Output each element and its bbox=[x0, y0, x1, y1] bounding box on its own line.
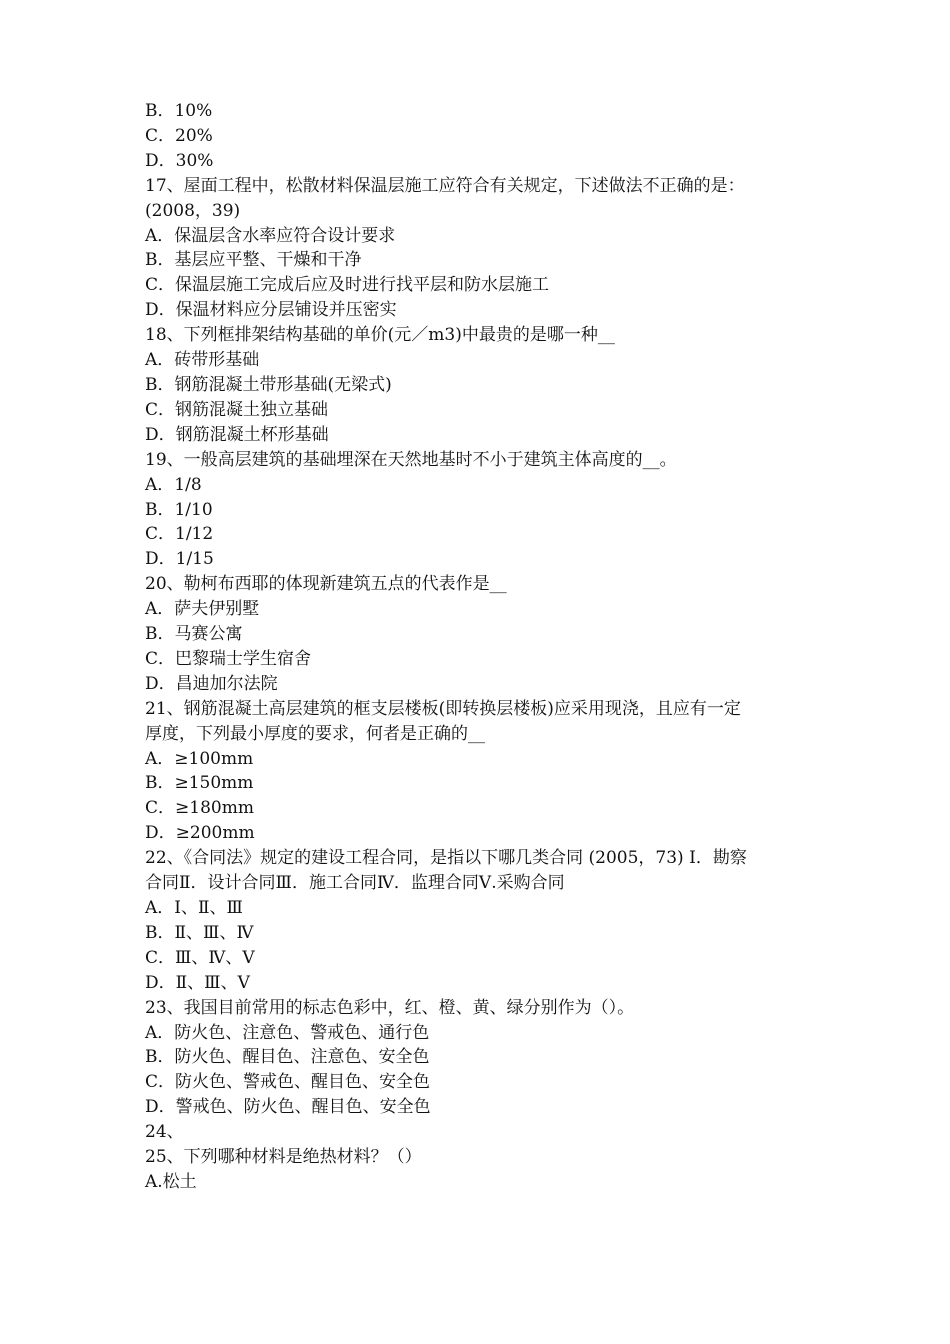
question-20-option-c: C．巴黎瑞士学生宿舍 bbox=[145, 648, 312, 669]
question-23-option-c: C．防火色、警戒色、醒目色、安全色 bbox=[145, 1072, 431, 1093]
question-19-option-c: C．1/12 bbox=[145, 524, 214, 545]
question-19-option-b: B．1/10 bbox=[145, 499, 213, 520]
question-23: 23、我国目前常用的标志色彩中，红、橙、黄、绿分别作为（）。 bbox=[145, 997, 635, 1018]
option-c-20: C．20% bbox=[145, 125, 213, 146]
question-18-option-a: A．砖带形基础 bbox=[145, 350, 260, 371]
question-22-option-d: D．Ⅱ、Ⅲ、Ⅴ bbox=[145, 972, 250, 993]
question-18-option-c: C．钢筋混凝土独立基础 bbox=[145, 399, 329, 420]
question-17-option-c: C．保温层施工完成后应及时进行找平层和防水层施工 bbox=[145, 275, 550, 296]
question-21-option-d: D．≥200mm bbox=[145, 823, 255, 844]
question-24: 24、 bbox=[145, 1122, 184, 1143]
option-b-10: B．10% bbox=[145, 101, 213, 121]
question-25-option-a: A.松土 bbox=[145, 1171, 197, 1192]
question-22-line-1: 22、《合同法》规定的建设工程合同，是指以下哪几类合同 (2005，73) Ⅰ．勘察 bbox=[145, 848, 747, 869]
question-20: 20、勒柯布西耶的体现新建筑五点的代表作是__ bbox=[145, 574, 507, 595]
question-25: 25、下列哪种材料是绝热材料？（） bbox=[145, 1147, 422, 1168]
question-17-option-d: D．保温材料应分层铺设并压密实 bbox=[145, 300, 397, 321]
question-22-option-a: A．Ⅰ、Ⅱ、Ⅲ bbox=[145, 898, 243, 918]
question-22-line-2: 合同Ⅱ．设计合同Ⅲ．施工合同Ⅳ．监理合同Ⅴ.采购合同 bbox=[145, 873, 565, 894]
question-21-line-1: 21、钢筋混凝土高层建筑的框支层楼板(即转换层楼板)应采用现浇，且应有一定 bbox=[145, 698, 741, 719]
question-18-option-d: D．钢筋混凝土杯形基础 bbox=[145, 424, 329, 445]
question-22-option-c: C．Ⅲ、Ⅳ、Ⅴ bbox=[145, 947, 255, 968]
question-19-option-d: D．1/15 bbox=[145, 549, 214, 570]
question-23-option-b: B．防火色、醒目色、注意色、安全色 bbox=[145, 1047, 430, 1068]
question-17-line-2: (2008，39) bbox=[145, 200, 241, 221]
question-21-option-a: A．≥100mm bbox=[145, 748, 254, 769]
question-22-option-b: B．Ⅱ、Ⅲ、Ⅳ bbox=[145, 922, 254, 943]
question-19: 19、一般高层建筑的基础埋深在天然地基时不小于建筑主体高度的__。 bbox=[145, 449, 677, 470]
document-page bbox=[145, 99, 815, 1195]
question-20-option-d: D．昌迪加尔法院 bbox=[145, 673, 278, 694]
option-d-30: D．30% bbox=[145, 150, 214, 171]
question-21-option-b: B．≥150mm bbox=[145, 773, 254, 794]
question-23-option-d: D．警戒色、防火色、醒目色、安全色 bbox=[145, 1097, 431, 1118]
question-17-line-1: 17、屋面工程中，松散材料保温层施工应符合有关规定，下述做法不正确的是： bbox=[145, 175, 745, 196]
question-23-option-a: A．防火色、注意色、警戒色、通行色 bbox=[145, 1022, 430, 1043]
question-21-line-2: 厚度，下列最小厚度的要求，何者是正确的__ bbox=[145, 723, 485, 744]
question-21-option-c: C．≥180mm bbox=[145, 798, 254, 819]
question-18-option-b: B．钢筋混凝土带形基础(无梁式) bbox=[145, 374, 392, 395]
question-19-option-a: A．1/8 bbox=[145, 474, 202, 495]
question-17-option-a: A．保温层含水率应符合设计要求 bbox=[145, 225, 396, 246]
question-20-option-b: B．马赛公寓 bbox=[145, 624, 243, 645]
question-18: 18、下列框排架结构基础的单价(元／m3)中最贵的是哪一种__ bbox=[145, 325, 615, 346]
question-20-option-a: A．萨夫伊别墅 bbox=[145, 599, 260, 620]
question-17-option-b: B．基层应平整、干燥和干净 bbox=[145, 250, 362, 271]
